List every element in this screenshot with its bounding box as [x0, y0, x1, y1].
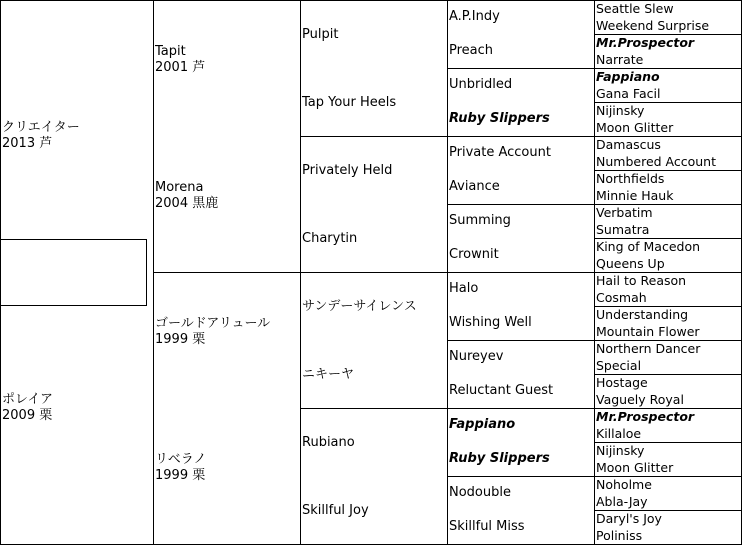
gen2-horse-info: 1999 栗: [155, 332, 206, 347]
grid-line-horizontal: [300, 136, 447, 137]
gen3-horse-name: Tap Your Heels: [302, 95, 397, 110]
gen4-horse-name: Crownit: [449, 247, 499, 262]
gen3-horse-name: Privately Held: [302, 163, 393, 178]
gen5-horse-name: Nijinsky: [596, 443, 645, 458]
gen5-horse-name: Damascus: [596, 137, 661, 152]
gen5-horse-name: Daryl's Joy: [596, 511, 662, 526]
gen5-horse-name: Northern Dancer: [596, 341, 701, 356]
gen4-horse-name: Skillful Miss: [449, 519, 525, 534]
grid-line-horizontal: [153, 272, 300, 273]
gen4-horse-name: Preach: [449, 43, 494, 58]
gen3-horse-name: サンデーサイレンス: [302, 299, 417, 314]
gen5-horse-name: Mr.Prospector: [596, 35, 695, 50]
gen2-horse-info: 2001 芦: [155, 60, 206, 75]
gen3-horse-name: Pulpit: [302, 27, 339, 42]
gen5-horse-name: Cosmah: [596, 290, 647, 305]
gen5-horse-name: Gana Facil: [596, 86, 661, 101]
grid-line-horizontal: [447, 340, 594, 341]
gen4-horse-name: Private Account: [449, 145, 551, 160]
gen2-horse-name: ゴールドアリュール: [155, 316, 271, 331]
gen2-horse-info: 1999 栗: [155, 468, 206, 483]
gen5-horse-name: Narrate: [596, 52, 644, 67]
gen1-horse-name: クリエイター: [2, 120, 80, 135]
gen5-horse-name: Mr.Prospector: [596, 409, 695, 424]
gen5-horse-name: Abla-Jay: [596, 494, 648, 509]
gen4-horse-name: Ruby Slippers: [449, 451, 550, 466]
gen3-horse-name: ニキーヤ: [302, 367, 355, 382]
gen5-horse-name: Nijinsky: [596, 103, 645, 118]
gen3-horse-name: Rubiano: [302, 435, 355, 450]
gen4-horse-name: Halo: [449, 281, 479, 296]
gen5-horse-name: Queens Up: [596, 256, 665, 271]
grid-line-horizontal: [300, 272, 447, 273]
gen2-horse-name: Morena: [155, 180, 204, 195]
gen5-horse-name: Mountain Flower: [596, 324, 700, 339]
gen5-horse-name: Vaguely Royal: [596, 392, 684, 407]
grid-line-horizontal: [447, 272, 594, 273]
grid-line-horizontal: [300, 408, 447, 409]
gen5-horse-name: Seattle Slew: [596, 1, 674, 16]
gen3-horse-name: Charytin: [302, 231, 358, 246]
grid-line-horizontal: [447, 476, 594, 477]
gen5-horse-name: Weekend Surprise: [596, 18, 710, 33]
gen2-horse-name: リベラノ: [155, 452, 207, 467]
gen3-horse-name: Skillful Joy: [302, 503, 369, 518]
gen5-horse-name: Poliniss: [596, 528, 643, 543]
gen1-horse-name: ポレイア: [2, 392, 53, 407]
gen4-horse-name: Fappiano: [449, 417, 516, 432]
gen5-horse-name: Moon Glitter: [596, 120, 674, 135]
gen5-horse-name: Hail to Reason: [596, 273, 687, 288]
gen4-horse-name: Nodouble: [449, 485, 511, 500]
gen4-horse-name: Unbridled: [449, 77, 513, 92]
gen5-horse-name: Fappiano: [596, 69, 660, 84]
gen4-horse-name: Ruby Slippers: [449, 111, 550, 126]
gen5-horse-name: Numbered Account: [596, 154, 717, 169]
gen5-horse-name: Moon Glitter: [596, 460, 674, 475]
gen4-horse-name: Nureyev: [449, 349, 504, 364]
gen2-horse-info: 2004 黒鹿: [155, 196, 219, 211]
gen5-horse-name: Minnie Hauk: [596, 188, 674, 203]
gen5-horse-name: Northfields: [596, 171, 665, 186]
gen1-horse-info: 2009 栗: [2, 408, 53, 423]
gen5-horse-name: King of Macedon: [596, 239, 701, 254]
gen2-horse-name: Tapit: [155, 44, 186, 59]
grid-line-horizontal: [447, 68, 594, 69]
gen5-horse-name: Verbatim: [596, 205, 653, 220]
gen4-horse-name: Aviance: [449, 179, 500, 194]
empty-cell-box: [0, 239, 147, 306]
gen4-horse-name: A.P.Indy: [449, 9, 500, 24]
gen5-horse-name: Noholme: [596, 477, 652, 492]
gen5-horse-name: Killaloe: [596, 426, 642, 441]
gen5-horse-name: Understanding: [596, 307, 689, 322]
gen4-horse-name: Summing: [449, 213, 511, 228]
grid-line-horizontal: [447, 136, 594, 137]
grid-line-horizontal: [447, 204, 594, 205]
gen5-horse-name: Special: [596, 358, 642, 373]
gen1-horse-info: 2013 芦: [2, 136, 53, 151]
gen4-horse-name: Reluctant Guest: [449, 383, 554, 398]
gen4-horse-name: Wishing Well: [449, 315, 532, 330]
gen5-horse-name: Sumatra: [596, 222, 650, 237]
grid-line-horizontal: [447, 408, 594, 409]
gen5-horse-name: Hostage: [596, 375, 648, 390]
